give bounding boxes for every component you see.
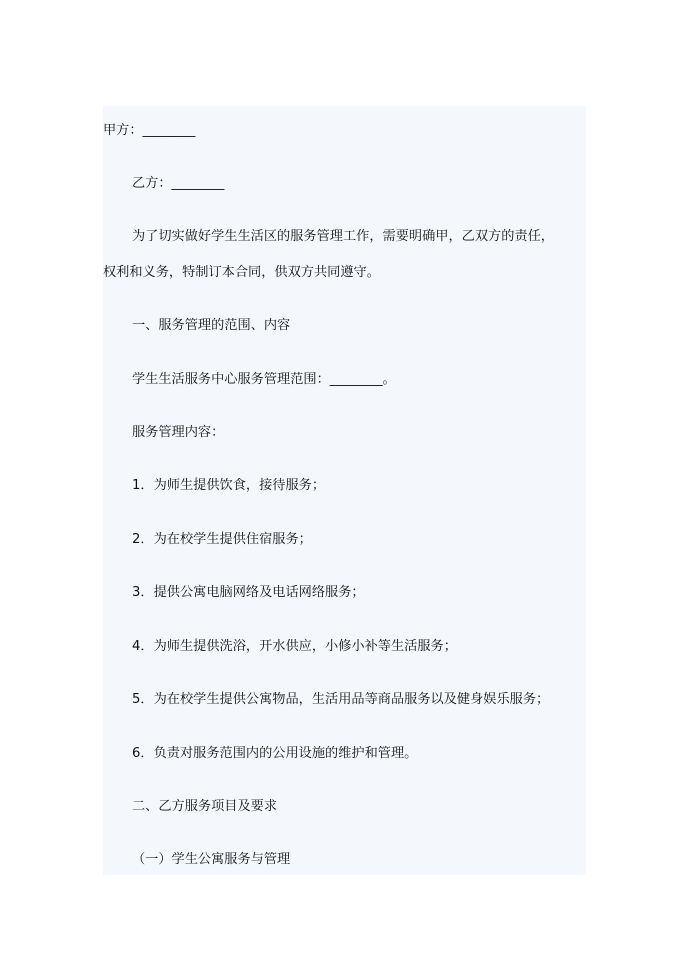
list-item-6: 6．负责对服务范围内的公用设施的维护和管理。 — [132, 746, 418, 761]
list-item-4: 4．为师生提供洗浴，开水供应，小修小补等生活服务； — [132, 639, 457, 654]
intro-line-1: 为了切实做好学生生活区的服务管理工作，需要明确甲，乙双方的责任， — [132, 229, 554, 244]
intro-line-2: 权利和义务，特制订本合同，供双方共同遵守。 — [103, 265, 380, 280]
service-scope-line: 学生生活服务中心服务管理范围：________。 — [132, 372, 396, 387]
party-a-line: 甲方：________ — [103, 123, 196, 138]
intro-paragraph — [103, 227, 586, 282]
list-item-1: 1．为师生提供饮食，接待服务； — [132, 478, 326, 493]
section-2-heading: 二、乙方服务项目及要求 — [132, 799, 278, 814]
list-item-5: 5．为在校学生提供公寓物品，生活用品等商品服务以及健身娱乐服务； — [132, 692, 550, 707]
service-content-heading: 服务管理内容： — [132, 425, 225, 440]
section-1-heading: 一、服务管理的范围、内容 — [132, 318, 291, 333]
document-page — [103, 106, 586, 875]
subsection-1-heading: （一）学生公寓服务与管理 — [132, 852, 291, 867]
list-item-3: 3．提供公寓电脑网络及电话网络服务； — [132, 585, 365, 600]
party-b-line: 乙方：________ — [132, 176, 225, 191]
list-item-2: 2．为在校学生提供住宿服务； — [132, 532, 312, 547]
